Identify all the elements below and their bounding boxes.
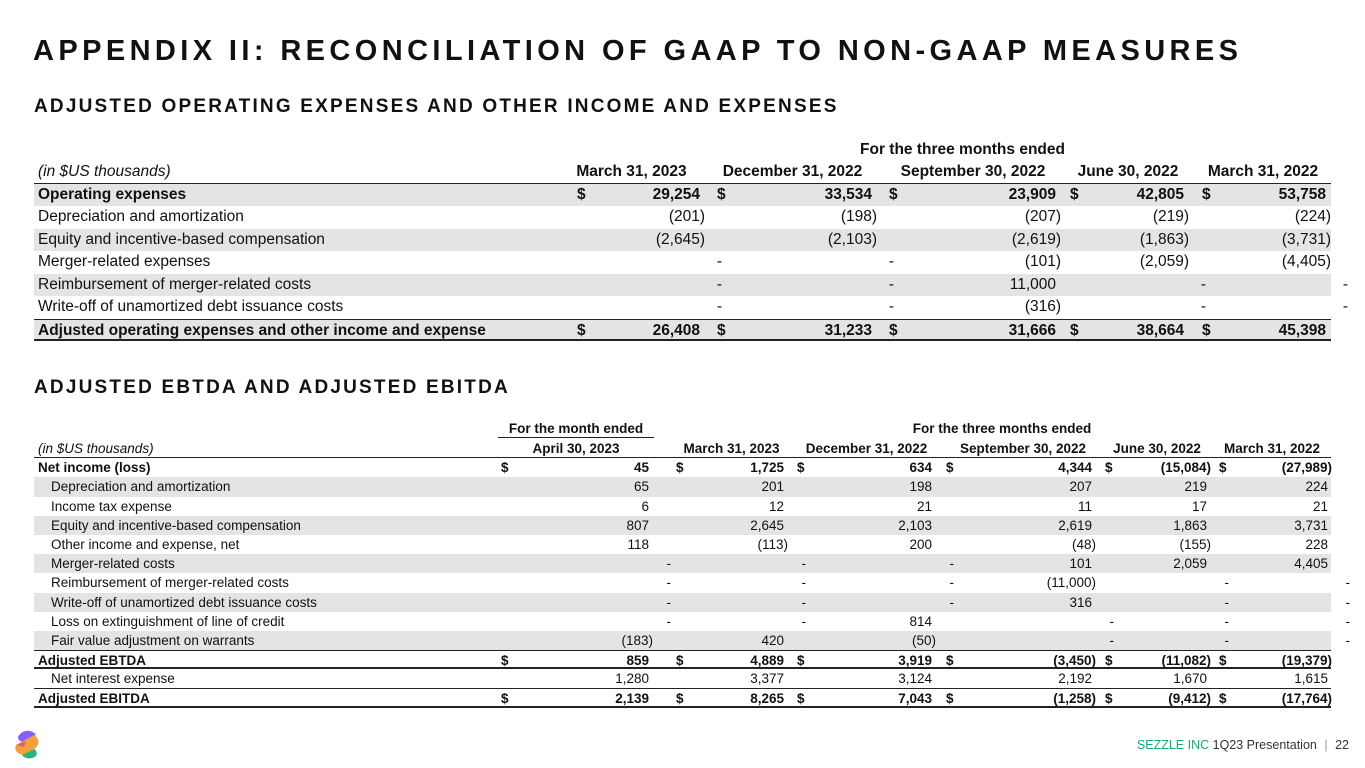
currency-symbol: $ <box>717 321 726 339</box>
table-cell: 228 <box>1305 536 1328 552</box>
table-cell: 634 <box>909 460 932 476</box>
table-cell: - <box>801 556 806 572</box>
table-cell: 3,919 <box>898 653 932 669</box>
currency-symbol: $ <box>1070 321 1079 339</box>
column-header: March 31, 2023 <box>683 441 780 456</box>
row-label: Income tax expense <box>51 498 172 514</box>
table-cell: 814 <box>909 613 932 629</box>
table-cell: 859 <box>626 653 649 669</box>
table-cell: - <box>666 575 671 591</box>
currency-symbol: $ <box>501 653 509 669</box>
table-cell: - <box>1224 613 1229 629</box>
table-cell: 420 <box>761 632 784 648</box>
column-header: March 31, 2022 <box>1223 441 1321 456</box>
currency-symbol: $ <box>501 460 509 476</box>
currency-symbol: $ <box>676 653 684 669</box>
currency-symbol: $ <box>946 460 954 476</box>
row-label: Adjusted EBTDA <box>38 653 146 669</box>
column-header: March 31, 2023 <box>576 163 687 180</box>
ebitda-table <box>34 420 1350 708</box>
table-row <box>34 612 1350 631</box>
table-cell: 4,889 <box>750 653 784 669</box>
table-cell: 807 <box>626 517 649 533</box>
table-cell: (1,863) <box>1139 230 1189 248</box>
table-cell: (4,405) <box>1281 253 1331 270</box>
table-cell: - <box>1109 613 1114 629</box>
table-cell: - <box>1345 575 1350 591</box>
table-cell: 2,103 <box>898 517 932 533</box>
row-label: Merger-related costs <box>51 556 175 572</box>
table-cell: (3,450) <box>1053 653 1096 669</box>
row-label: Depreciation and amortization <box>38 208 244 225</box>
column-header: April 30, 2023 <box>532 441 620 456</box>
table-cell: 21 <box>916 498 932 514</box>
table-row <box>34 458 1331 477</box>
table-cell: (27,989) <box>1281 460 1332 476</box>
currency-symbol: $ <box>1219 460 1227 476</box>
row-label: Adjusted operating expenses and other income and expense <box>38 321 486 339</box>
table-cell: (155) <box>1179 536 1211 552</box>
table-row <box>34 669 1331 688</box>
table-cell: (2,059) <box>1139 253 1189 270</box>
row-label: Net interest expense <box>51 671 175 687</box>
row-label: Write-off of unamortized debt issuance costs <box>51 594 317 610</box>
table-cell: 23,909 <box>1008 185 1056 203</box>
table-cell: (201) <box>668 208 705 225</box>
table-cell: (101) <box>1024 253 1061 270</box>
table-cell: 11,000 <box>1009 275 1056 293</box>
currency-symbol: $ <box>1202 185 1211 203</box>
column-header: December 31, 2022 <box>722 163 863 180</box>
table-cell: - <box>801 613 806 629</box>
table-cell: - <box>1109 632 1114 648</box>
table-cell: 65 <box>633 479 649 495</box>
table-cell: - <box>716 253 722 270</box>
table-row <box>34 296 1348 319</box>
table-cell: (1,258) <box>1053 691 1096 707</box>
section2-heading: ADJUSTED EBTDA AND ADJUSTED EBITDA <box>34 377 510 398</box>
table-cell: (219) <box>1152 208 1189 225</box>
table-cell: (50) <box>911 632 936 648</box>
page-title: APPENDIX II: RECONCILIATION OF GAAP TO NON-GAAP MEASURES <box>33 35 1243 67</box>
table-cell: - <box>1342 275 1348 293</box>
table-row <box>34 516 1331 535</box>
row-label: Loss on extinguishment of line of credit <box>51 613 285 629</box>
column-header: June 30, 2022 <box>1077 163 1179 180</box>
row-label: Depreciation and amortization <box>51 479 231 495</box>
row-label: Equity and incentive-based compensation <box>38 230 325 248</box>
table-cell: 2,645 <box>750 517 784 533</box>
currency-symbol: $ <box>889 185 898 203</box>
table-cell: - <box>949 594 954 610</box>
table-cell: 316 <box>1069 594 1092 610</box>
row-label: Adjusted EBITDA <box>38 691 150 707</box>
table-cell: 2,059 <box>1173 556 1207 572</box>
table-row <box>34 631 1350 650</box>
table-cell: - <box>888 253 894 270</box>
table-cell: 224 <box>1305 479 1328 495</box>
table-cell: (11,000) <box>1046 575 1096 591</box>
table-cell: - <box>801 575 806 591</box>
table-cell: - <box>949 575 954 591</box>
table-cell: 29,254 <box>652 185 700 203</box>
column-header: June 30, 2022 <box>1113 441 1201 456</box>
table-cell: 101 <box>1069 556 1092 572</box>
table-cell: - <box>888 298 894 315</box>
row-label: Reimbursement of merger-related costs <box>51 575 289 591</box>
table-cell: 1,615 <box>1294 671 1328 687</box>
units-label: (in $US thousands) <box>38 441 154 456</box>
table-cell: - <box>1200 298 1206 315</box>
table-cell: 31,233 <box>824 321 872 339</box>
table-cell: 45,398 <box>1278 321 1326 339</box>
table-cell: (2,645) <box>655 230 705 248</box>
footer-separator: | <box>1324 738 1328 752</box>
table-cell: 198 <box>909 479 932 495</box>
table-cell: 1,725 <box>750 460 784 476</box>
table-row <box>34 535 1331 554</box>
currency-symbol: $ <box>676 691 684 707</box>
table-cell: 4,344 <box>1058 460 1092 476</box>
row-label: Fair value adjustment on warrants <box>51 632 255 648</box>
table-cell: 4,405 <box>1294 556 1328 572</box>
table-cell: 33,534 <box>824 185 872 203</box>
row-label: Write-off of unamortized debt issuance costs <box>38 298 344 315</box>
currency-symbol: $ <box>946 653 954 669</box>
table-cell: (207) <box>1024 208 1061 225</box>
table-cell: (48) <box>1071 536 1096 552</box>
footer-presentation: 1Q23 Presentation <box>1212 738 1317 752</box>
currency-symbol: $ <box>1105 691 1113 707</box>
table-cell: - <box>949 556 954 572</box>
table-cell: 31,666 <box>1008 321 1056 339</box>
table-cell: 3,731 <box>1294 517 1328 533</box>
table-cell: 3,124 <box>898 671 932 687</box>
footer <box>1137 738 1349 752</box>
column-header: December 31, 2022 <box>805 441 928 456</box>
currency-symbol: $ <box>1219 653 1227 669</box>
sezzle-logo-icon <box>12 727 44 759</box>
table-row <box>34 477 1331 496</box>
table-cell: (183) <box>621 632 653 648</box>
table-cell: - <box>666 613 671 629</box>
table-cell: 2,619 <box>1058 517 1092 533</box>
row-label: Net income (loss) <box>38 460 151 476</box>
table-row <box>34 274 1348 297</box>
table-row <box>34 593 1350 612</box>
table-cell: 53,758 <box>1278 185 1326 203</box>
currency-symbol: $ <box>577 185 586 203</box>
ebitda-header-row <box>34 439 1331 458</box>
table-cell: (19,379) <box>1281 653 1332 669</box>
currency-symbol: $ <box>577 321 586 339</box>
currency-symbol: $ <box>797 460 805 476</box>
table-cell: - <box>1342 298 1348 315</box>
currency-symbol: $ <box>501 691 509 707</box>
table-cell: - <box>888 275 894 293</box>
table-cell: - <box>666 556 671 572</box>
table-cell: 7,043 <box>898 691 932 707</box>
section1-heading: ADJUSTED OPERATING EXPENSES AND OTHER INCOME AND EXPENSES <box>34 96 839 117</box>
table-cell: - <box>1224 594 1229 610</box>
table-cell: 26,408 <box>652 321 700 339</box>
currency-symbol: $ <box>1219 691 1227 707</box>
table-cell: (9,412) <box>1168 691 1211 707</box>
table-cell: 207 <box>1069 479 1092 495</box>
column-header: September 30, 2022 <box>959 441 1087 456</box>
opex-table <box>34 140 1348 341</box>
table-cell: (3,731) <box>1281 230 1331 248</box>
opex-group-header: For the three months ended <box>860 141 1065 158</box>
table-cell: (11,082) <box>1161 653 1211 669</box>
table-cell: - <box>1345 613 1350 629</box>
table-row <box>34 251 1331 274</box>
table-cell: 118 <box>627 536 649 552</box>
currency-symbol: $ <box>717 185 726 203</box>
currency-symbol: $ <box>676 460 684 476</box>
row-label: Equity and incentive-based compensation <box>51 517 301 533</box>
table-cell: 200 <box>909 536 932 552</box>
table-cell: 1,280 <box>615 671 649 687</box>
currency-symbol: $ <box>889 321 898 339</box>
table-cell: 12 <box>768 498 784 514</box>
table-row <box>34 319 1331 342</box>
currency-symbol: $ <box>1202 321 1211 339</box>
ebitda-group-header <box>34 420 1331 439</box>
units-label: (in $US thousands) <box>38 163 171 180</box>
currency-symbol: $ <box>1105 460 1113 476</box>
currency-symbol: $ <box>797 653 805 669</box>
table-row <box>34 184 1331 207</box>
row-label: Merger-related expenses <box>38 253 211 270</box>
table-cell: - <box>666 594 671 610</box>
table-cell: (113) <box>757 536 788 552</box>
table-cell: (316) <box>1024 298 1061 315</box>
table-row <box>34 206 1331 229</box>
table-cell: - <box>1345 632 1350 648</box>
footer-brand: SEZZLE INC <box>1136 738 1210 752</box>
table-cell: - <box>801 594 806 610</box>
table-cell: 219 <box>1184 479 1207 495</box>
three-month-group-header: For the three months ended <box>912 421 1092 436</box>
table-cell: 8,265 <box>750 691 784 707</box>
table-cell: 11 <box>1077 498 1092 514</box>
table-cell: (15,084) <box>1160 460 1211 476</box>
currency-symbol: $ <box>946 691 954 707</box>
table-cell: - <box>1345 594 1350 610</box>
table-cell: 6 <box>641 498 649 514</box>
table-cell: 3,377 <box>750 671 784 687</box>
table-cell: (17,764) <box>1281 691 1332 707</box>
table-cell: (198) <box>840 208 877 225</box>
table-cell: - <box>716 298 722 315</box>
table-cell: - <box>716 275 722 293</box>
row-label: Operating expenses <box>38 185 187 203</box>
table-cell: 42,805 <box>1136 185 1184 203</box>
page-number: 22 <box>1335 738 1349 752</box>
table-cell: 1,670 <box>1173 671 1207 687</box>
table-cell: 45 <box>633 460 649 476</box>
table-cell: 2,192 <box>1058 671 1092 687</box>
table-cell: 17 <box>1191 498 1207 514</box>
currency-symbol: $ <box>1070 185 1079 203</box>
row-label: Other income and expense, net <box>51 536 240 552</box>
currency-symbol: $ <box>797 691 805 707</box>
table-cell: - <box>1224 632 1229 648</box>
opex-header-row <box>34 161 1331 184</box>
table-cell: - <box>1200 275 1206 293</box>
table-row <box>34 229 1331 252</box>
table-cell: (2,103) <box>827 230 877 248</box>
column-header: March 31, 2022 <box>1207 163 1319 180</box>
table-cell: 1,863 <box>1173 517 1207 533</box>
table-cell: 2,139 <box>615 691 649 707</box>
table-row <box>34 688 1331 707</box>
table-cell: (224) <box>1294 208 1331 225</box>
table-cell: - <box>1224 575 1229 591</box>
table-row <box>34 650 1331 669</box>
table-row <box>34 497 1331 516</box>
table-cell: 201 <box>761 479 784 495</box>
row-label: Reimbursement of merger-related costs <box>38 275 312 293</box>
currency-symbol: $ <box>1105 653 1113 669</box>
table-row <box>34 554 1331 573</box>
table-cell: 21 <box>1312 498 1328 514</box>
table-cell: 38,664 <box>1136 321 1184 339</box>
table-row <box>34 573 1350 592</box>
month-group-header: For the month ended <box>498 421 654 438</box>
table-cell: (2,619) <box>1011 230 1061 248</box>
column-header: September 30, 2022 <box>900 163 1046 180</box>
